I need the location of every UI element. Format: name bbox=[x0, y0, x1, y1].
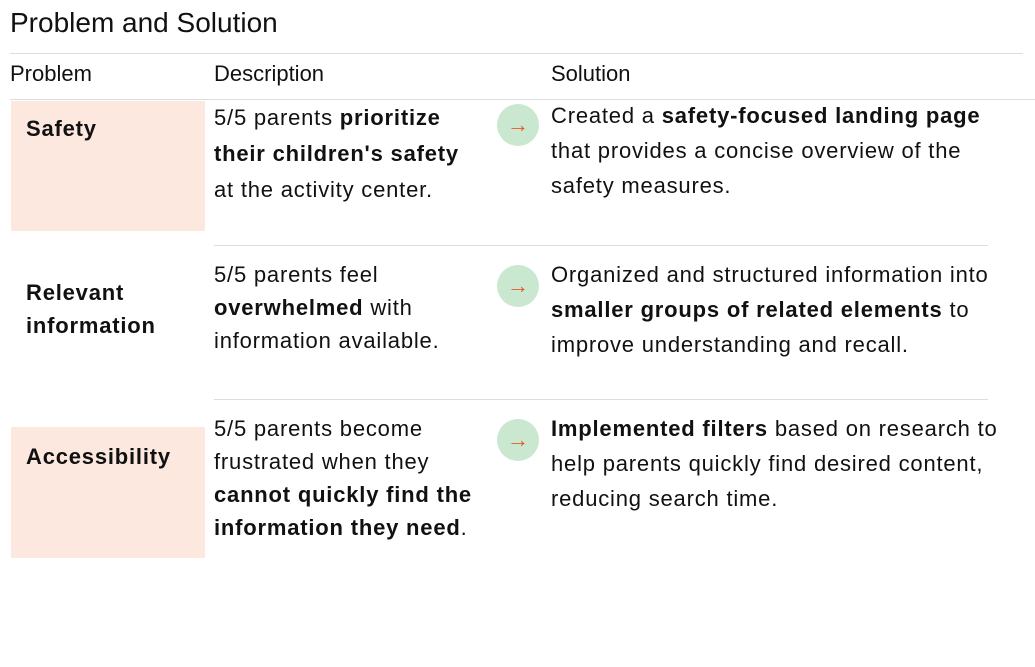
header-description: Description bbox=[214, 61, 325, 86]
arrow-right-icon: → bbox=[497, 265, 539, 307]
row-divider bbox=[214, 245, 988, 246]
page-title: Problem and Solution bbox=[10, 7, 278, 38]
arrow-right-icon: → bbox=[497, 104, 539, 146]
header-problem: Problem bbox=[10, 61, 92, 86]
row-divider bbox=[214, 399, 988, 400]
arrow-right-icon: → bbox=[497, 419, 539, 461]
problem-label-accessibility: Accessibility bbox=[26, 444, 171, 469]
solution-accessibility: Implemented filters based on research to help parents quickly find desired content, reducing search time. bbox=[551, 416, 998, 511]
problem-label-safety: Safety bbox=[26, 116, 97, 141]
solution-safety: Created a safety-focused landing page that provides a concise overview of the safety measures. bbox=[551, 103, 981, 198]
description-safety: 5/5 parents prioritize their children's safety at the activity center. bbox=[214, 105, 459, 202]
description-relevant-information: 5/5 parents feel overwhelmed with information available. bbox=[214, 262, 440, 353]
description-accessibility: 5/5 parents become frustrated when they cannot quickly find the information they need. bbox=[214, 416, 472, 540]
solution-relevant-information: Organized and structured information into smaller groups of related elements to improve understanding and recall. bbox=[551, 262, 989, 357]
problem-label-relevant-information: Relevant information bbox=[26, 280, 156, 338]
header-solution: Solution bbox=[551, 61, 631, 86]
title-divider bbox=[10, 53, 1023, 54]
